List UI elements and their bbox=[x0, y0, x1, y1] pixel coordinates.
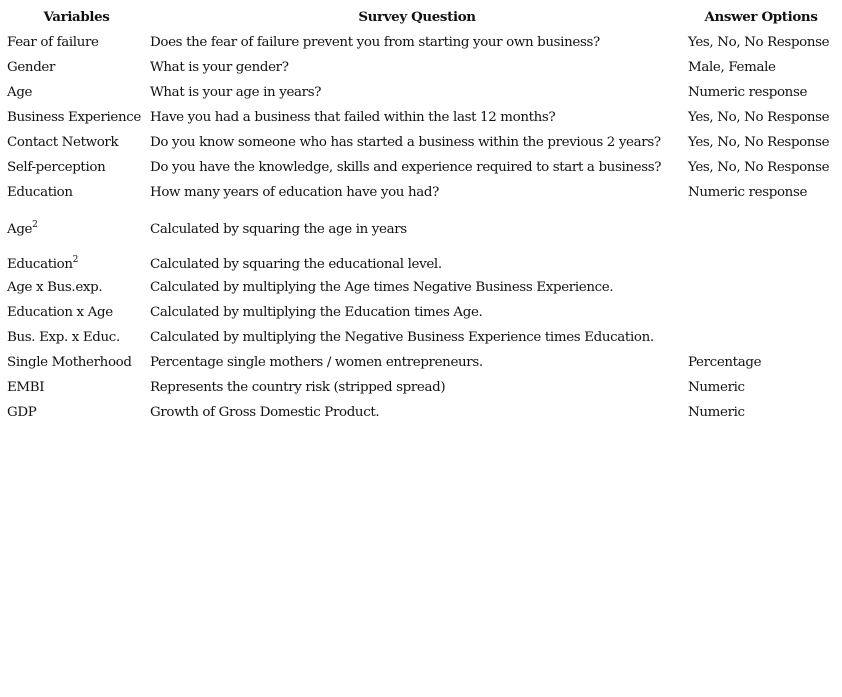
variable-name: Age x Bus.exp. bbox=[7, 279, 103, 295]
answer-options-cell: Numeric bbox=[688, 404, 745, 420]
table-row bbox=[5, 105, 836, 130]
table-row bbox=[5, 55, 836, 80]
variable-cell bbox=[5, 325, 148, 350]
variable-name: Business Experience bbox=[7, 109, 141, 125]
variable-cell bbox=[5, 180, 148, 205]
survey-question-cell: Represents the country risk (stripped spread) bbox=[150, 379, 446, 395]
answer-options-cell: Numeric bbox=[688, 379, 745, 395]
survey-question-cell: Do you have the knowledge, skills and experience required to start a business? bbox=[150, 159, 662, 175]
variable-cell bbox=[5, 155, 148, 180]
answer-options-cell: Male, Female bbox=[688, 59, 776, 75]
survey-question-cell: Calculated by squaring the educational level. bbox=[150, 256, 442, 272]
table-row bbox=[5, 325, 836, 350]
table-header-row bbox=[5, 5, 836, 30]
answer-options-cell: Yes, No, No Response bbox=[688, 34, 830, 50]
variable-cell bbox=[5, 350, 148, 375]
variable-cell bbox=[5, 105, 148, 130]
survey-question-cell: How many years of education have you had? bbox=[150, 184, 439, 200]
variable-name: Single Motherhood bbox=[7, 354, 132, 370]
answer-options-cell: Yes, No, No Response bbox=[688, 109, 830, 125]
variable-cell bbox=[5, 205, 148, 240]
header-variables: Variables bbox=[43, 8, 110, 25]
survey-question-cell: Do you know someone who has started a business within the previous 2 years? bbox=[150, 134, 661, 150]
variable-name: Education x Age bbox=[7, 304, 113, 320]
answer-options-cell bbox=[686, 205, 836, 240]
variable-superscript: 2 bbox=[72, 254, 79, 265]
survey-question-cell: Does the fear of failure prevent you from starting your own business? bbox=[150, 34, 600, 50]
answer-options-cell bbox=[686, 275, 836, 300]
table-row bbox=[5, 30, 836, 55]
variables-table bbox=[5, 5, 836, 425]
table-row bbox=[5, 180, 836, 205]
variable-name: Age bbox=[7, 221, 33, 237]
table-body bbox=[5, 30, 836, 425]
answer-options-cell bbox=[686, 300, 836, 325]
table-row bbox=[5, 375, 836, 400]
variable-cell bbox=[5, 130, 148, 155]
table-row bbox=[5, 240, 836, 275]
answer-options-cell: Numeric response bbox=[688, 84, 808, 100]
variable-name: Education bbox=[7, 256, 73, 272]
answer-options-cell bbox=[686, 240, 836, 275]
table-row bbox=[5, 80, 836, 105]
answer-options-cell: Numeric response bbox=[688, 184, 808, 200]
table-row bbox=[5, 205, 836, 240]
header-answer-options: Answer Options bbox=[704, 8, 818, 25]
variable-cell bbox=[5, 375, 148, 400]
survey-question-cell: Have you had a business that failed within the last 12 months? bbox=[150, 109, 556, 125]
variable-name: EMBI bbox=[7, 379, 45, 395]
variable-cell bbox=[5, 240, 148, 275]
answer-options-cell bbox=[686, 325, 836, 350]
variable-name: Age bbox=[7, 84, 33, 100]
variable-name: GDP bbox=[7, 404, 37, 420]
table-row bbox=[5, 350, 836, 375]
header-survey-question: Survey Question bbox=[358, 8, 476, 25]
answer-options-cell: Yes, No, No Response bbox=[688, 134, 830, 150]
variable-cell bbox=[5, 80, 148, 105]
survey-question-cell: Calculated by multiplying the Negative Business Experience times Education. bbox=[150, 329, 654, 345]
variable-name: Education bbox=[7, 184, 73, 200]
table-row bbox=[5, 275, 836, 300]
survey-question-cell: Calculated by squaring the age in years bbox=[150, 221, 407, 237]
survey-question-cell: What is your age in years? bbox=[150, 84, 322, 100]
answer-options-cell: Percentage bbox=[688, 354, 762, 370]
table-row bbox=[5, 130, 836, 155]
variable-cell bbox=[5, 400, 148, 425]
variable-superscript: 2 bbox=[32, 219, 38, 230]
survey-question-cell: Percentage single mothers / women entrepreneurs. bbox=[150, 354, 483, 370]
variable-cell bbox=[5, 55, 148, 80]
survey-question-cell: Calculated by multiplying the Age times Negative Business Experience. bbox=[150, 279, 614, 295]
table-row bbox=[5, 155, 836, 180]
variable-name: Bus. Exp. x Educ. bbox=[7, 329, 120, 345]
variable-cell bbox=[5, 30, 148, 55]
variable-cell bbox=[5, 300, 148, 325]
table-row bbox=[5, 300, 836, 325]
variable-name: Gender bbox=[7, 59, 56, 75]
survey-question-cell: Calculated by multiplying the Education times Age. bbox=[150, 304, 483, 320]
table-row bbox=[5, 400, 836, 425]
survey-question-cell: What is your gender? bbox=[150, 59, 289, 75]
answer-options-cell: Yes, No, No Response bbox=[688, 159, 830, 175]
variable-name: Self-perception bbox=[7, 159, 106, 175]
variable-cell bbox=[5, 275, 148, 300]
survey-question-cell: Growth of Gross Domestic Product. bbox=[150, 404, 380, 420]
variable-name: Contact Network bbox=[7, 134, 119, 150]
variable-name: Fear of failure bbox=[7, 34, 99, 50]
